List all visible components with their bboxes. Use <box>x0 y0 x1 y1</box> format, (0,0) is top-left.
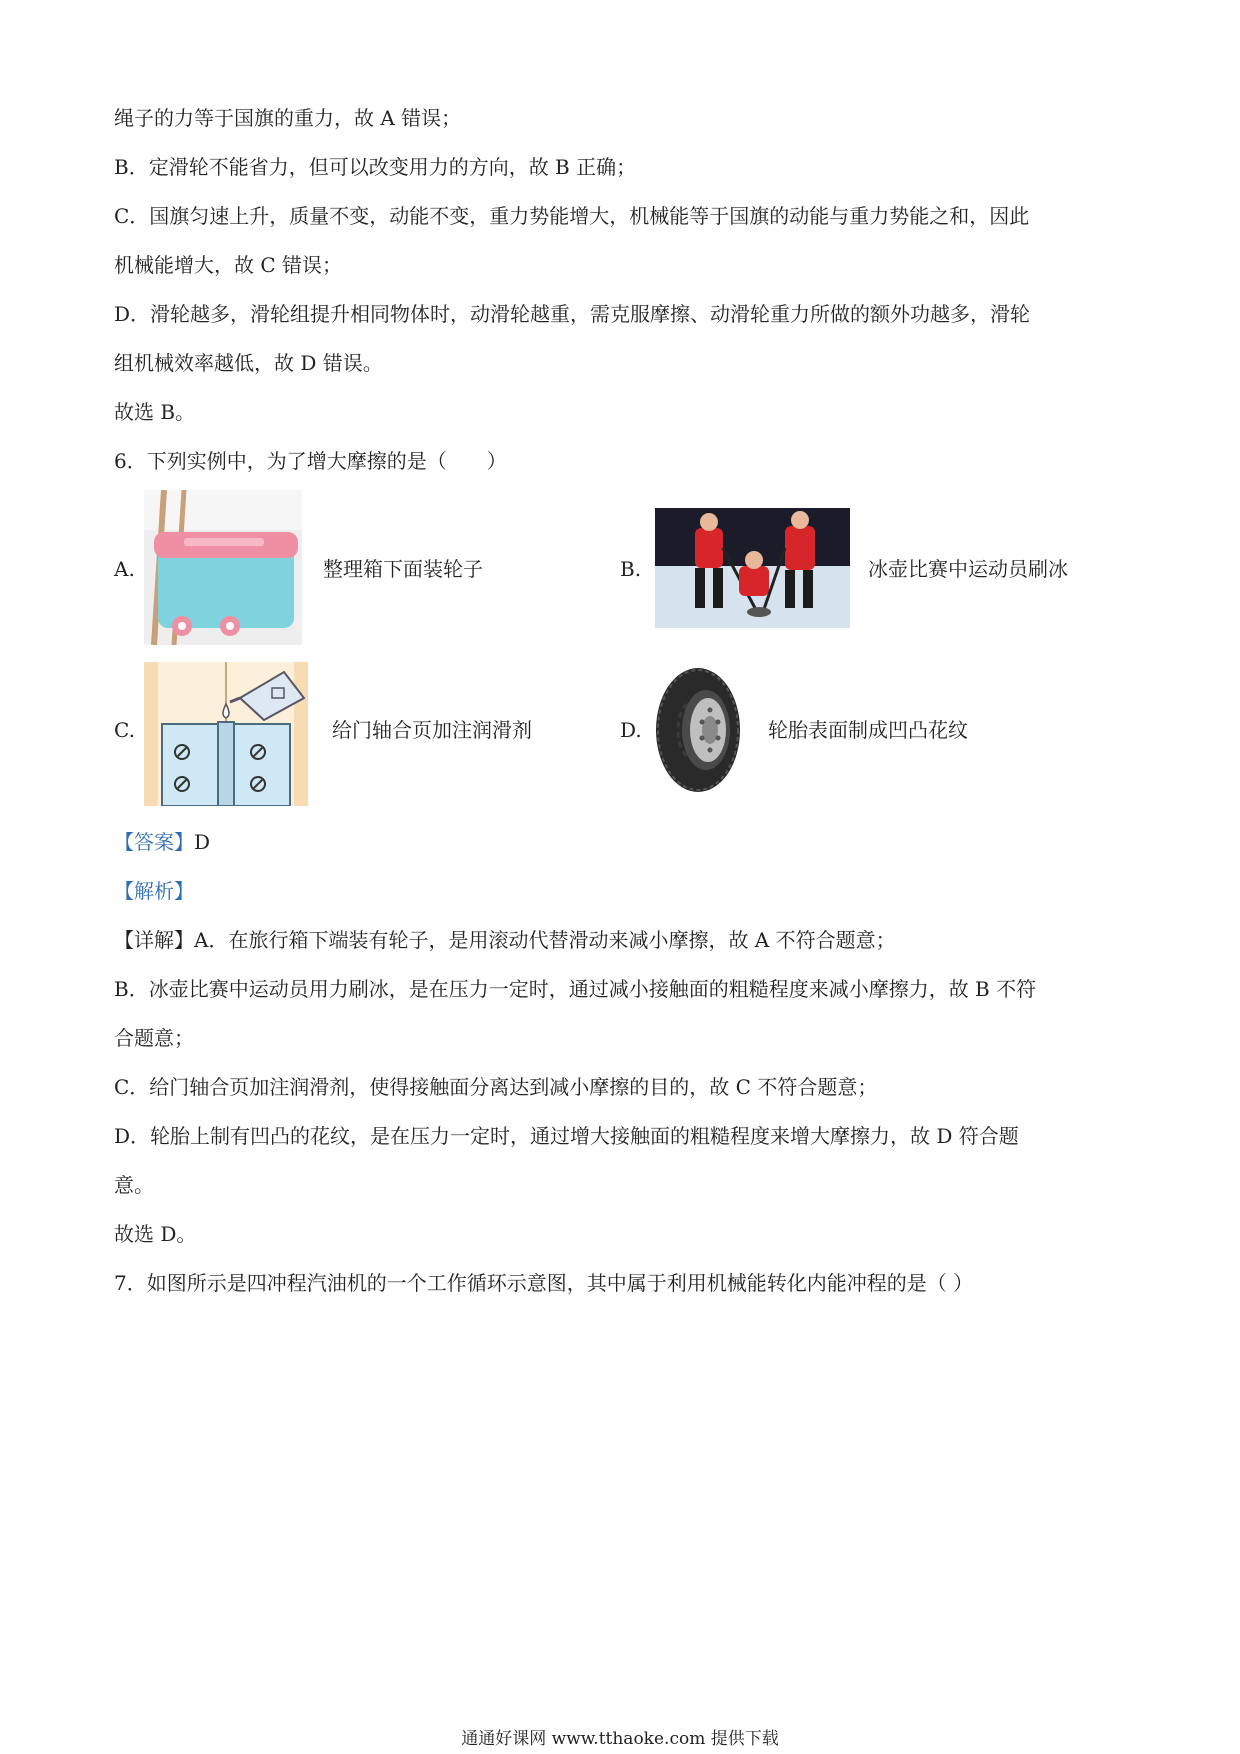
text-line: 故选 B。 <box>114 400 196 424</box>
answer-value: D <box>194 830 211 854</box>
question-7: 7．如图所示是四冲程汽油机的一个工作循环示意图，其中属于利用机械能转化内能冲程的是（ ） <box>114 1271 974 1295</box>
detail-line <box>114 926 896 954</box>
answer-line <box>114 828 210 856</box>
text-line: D．滑轮越多，滑轮组提升相同物体时，动滑轮越重，需克服摩擦、动滑轮重力所做的额外功越多，滑轮 <box>114 302 1031 326</box>
text-line: B．定滑轮不能省力，但可以改变用力的方向，故 B 正确； <box>114 155 637 179</box>
option-a-letter: A. <box>114 557 135 581</box>
option-a-text: 整理箱下面装轮子 <box>323 557 483 581</box>
text-line: D．轮胎上制有凹凸的花纹，是在压力一定时，通过增大接触面的粗糙程度来增大摩擦力，故 D 符合题 <box>114 1124 1019 1148</box>
text-line: C．给门轴合页加注润滑剂，使得接触面分离达到减小摩擦的目的，故 C 不符合题意； <box>114 1075 878 1099</box>
tire-image <box>652 664 744 796</box>
text-line: C．国旗匀速上升，质量不变，动能不变，重力势能增大，机械能等于国旗的动能与重力势能之和，因此 <box>114 204 1030 228</box>
storage-box-image <box>144 490 302 645</box>
hinge-lubricant-image <box>144 662 308 806</box>
text-line: 绳子的力等于国旗的重力，故 A 错误； <box>114 106 462 130</box>
question-6: 6．下列实例中，为了增大摩擦的是（ ） <box>114 449 507 473</box>
text-line: 合题意； <box>114 1026 194 1050</box>
text-line: 机械能增大，故 C 错误； <box>114 253 343 277</box>
page-footer: 通通好课网 www.tthaoke.com 提供下载 <box>461 1729 779 1749</box>
curling-image <box>655 508 850 628</box>
option-b-letter: B. <box>620 557 642 581</box>
option-b-text: 冰壶比赛中运动员刷冰 <box>868 557 1068 581</box>
option-d-text: 轮胎表面制成凹凸花纹 <box>768 718 968 742</box>
option-c-letter: C. <box>114 718 135 742</box>
answer-label: 【答案】 <box>114 830 194 854</box>
detail-first: A．在旅行箱下端装有轮子，是用滚动代替滑动来减小摩擦，故 A 不符合题意； <box>194 928 896 952</box>
text-line: 组机械效率越低，故 D 错误。 <box>114 351 383 375</box>
text-line: 故选 D。 <box>114 1222 197 1246</box>
detail-label: 【详解】 <box>114 928 194 952</box>
text-line: 意。 <box>114 1173 154 1197</box>
analysis-label: 【解析】 <box>114 879 194 903</box>
option-c-text: 给门轴合页加注润滑剂 <box>332 718 532 742</box>
text-line: B．冰壶比赛中运动员用力刷冰，是在压力一定时，通过减小接触面的粗糙程度来减小摩擦力，故 B 不符 <box>114 977 1037 1001</box>
option-d-letter: D. <box>620 718 642 742</box>
